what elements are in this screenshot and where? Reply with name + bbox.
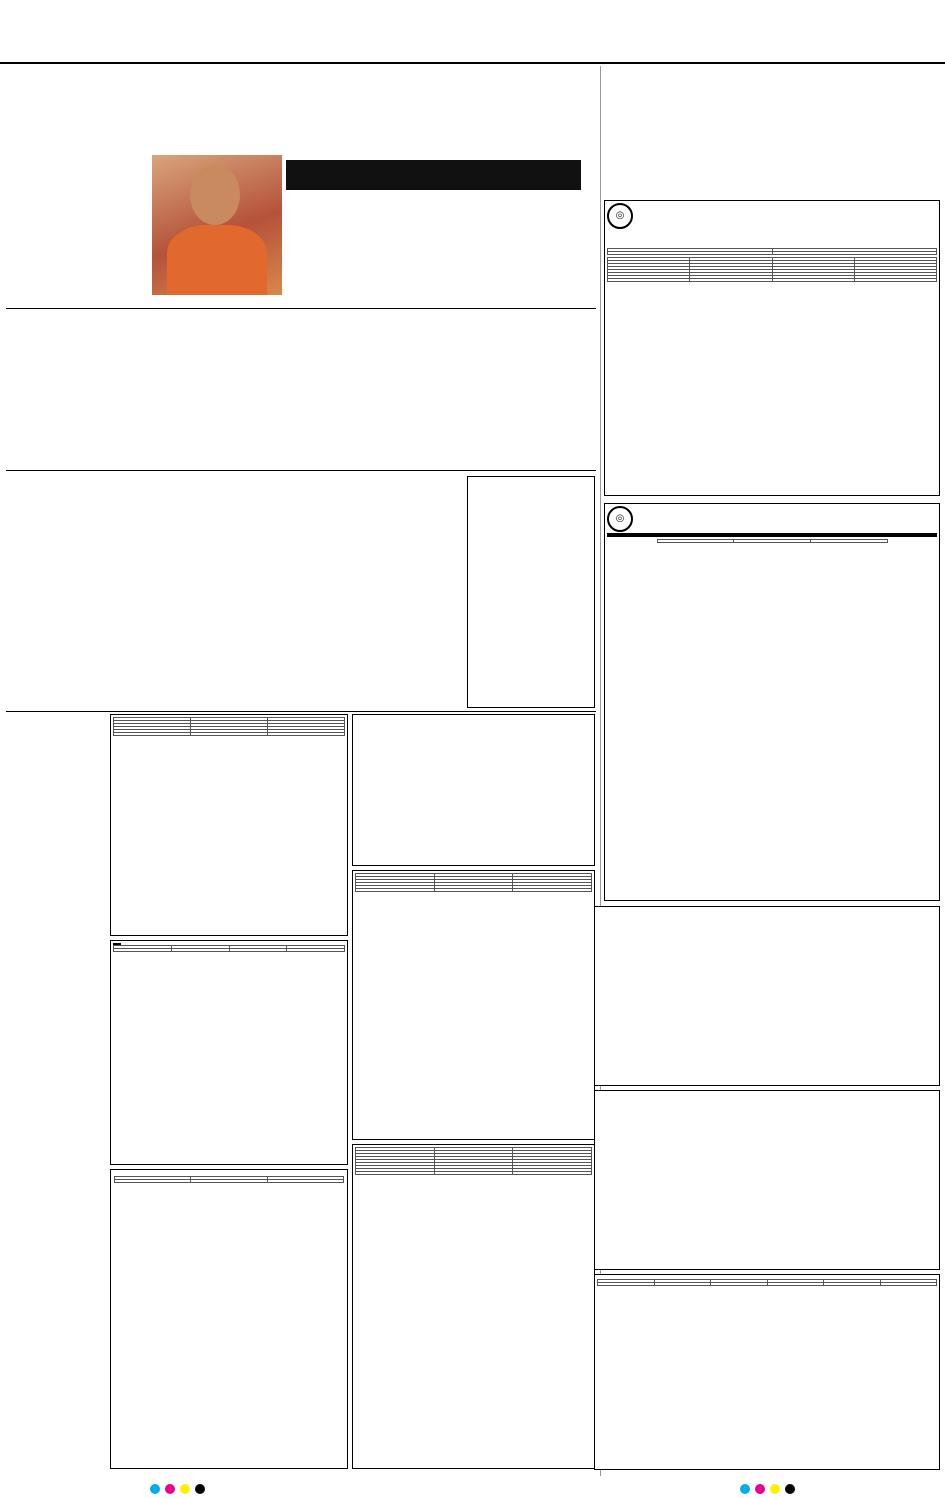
- article-body: [436, 196, 584, 296]
- article-body: [8, 346, 593, 466]
- td: [654, 1283, 711, 1286]
- table-cell: [268, 733, 345, 736]
- programme-table: [607, 248, 937, 255]
- tender-table: [355, 1147, 592, 1175]
- railway-notice: [467, 476, 595, 708]
- table-cell: [513, 889, 592, 892]
- tender-dhenkanal: [352, 870, 595, 1140]
- table-cell: [772, 279, 854, 282]
- black-dot: [195, 1484, 205, 1494]
- print-registration-strip: [0, 1480, 945, 1498]
- td: [772, 252, 937, 255]
- railway-sign: [468, 569, 594, 573]
- uma-bharti-photo: [152, 155, 282, 295]
- table-row: [608, 279, 937, 282]
- table-cell: [356, 889, 435, 892]
- centre-table: [607, 257, 937, 282]
- th: [810, 540, 887, 543]
- th: [657, 540, 734, 543]
- td: [711, 1283, 768, 1286]
- table-cell: [356, 1172, 435, 1175]
- tender-angul: [352, 1144, 595, 1469]
- td: [880, 1283, 937, 1286]
- rule: [6, 308, 596, 309]
- article-body: [8, 155, 148, 305]
- td: [767, 1283, 824, 1286]
- vacancy-table: [657, 539, 888, 543]
- opsc-emblem-icon: ◎: [607, 506, 633, 532]
- rule: [6, 470, 596, 471]
- td: [267, 1180, 343, 1183]
- table-row: [356, 889, 592, 892]
- table-cell: [513, 1172, 592, 1175]
- th: [734, 540, 811, 543]
- article-body: [6, 752, 106, 1472]
- schedule-table: [597, 1279, 937, 1286]
- td: [229, 949, 287, 952]
- article-body: [286, 196, 431, 296]
- notice-table: [114, 1176, 344, 1183]
- tender-sundargarh-bridge: [594, 906, 940, 1086]
- idco-logo: [113, 943, 121, 945]
- opsc-emblem-icon: ◎: [607, 203, 633, 229]
- td: [115, 1180, 191, 1183]
- table-cell: [434, 1172, 513, 1175]
- table-row: [356, 1172, 592, 1175]
- face-shape: [190, 165, 240, 225]
- black-dot: [785, 1484, 795, 1494]
- td: [287, 949, 345, 952]
- tender-sundargarh-road: [594, 1090, 940, 1270]
- tender-table: [355, 873, 592, 892]
- yellow-dot: [180, 1484, 190, 1494]
- railway-body: [468, 479, 594, 557]
- rule: [6, 711, 596, 712]
- subheadline: [286, 160, 581, 190]
- tender-berhampur: [110, 714, 348, 936]
- td: [824, 1283, 881, 1286]
- table-cell: [608, 279, 690, 282]
- opsc-notice: [604, 200, 940, 496]
- td: [608, 252, 773, 255]
- table-cell: [191, 733, 268, 736]
- table-cell: [854, 279, 936, 282]
- table-cell: [114, 733, 191, 736]
- table-cell: [434, 889, 513, 892]
- adv-title: [607, 533, 937, 537]
- cyan-dot: [740, 1484, 750, 1494]
- opsc-advertisement: [604, 503, 940, 901]
- table-cell: [690, 279, 772, 282]
- magenta-dot: [165, 1484, 175, 1494]
- bmc-notice: [110, 1169, 348, 1469]
- tender-table: [113, 945, 345, 952]
- shoulders-shape: [167, 225, 267, 295]
- table-row: [114, 733, 345, 736]
- masthead: [0, 0, 945, 64]
- tender-idco: [110, 940, 348, 1165]
- yellow-dot: [770, 1484, 780, 1494]
- article-body: [8, 518, 463, 706]
- magenta-dot: [755, 1484, 765, 1494]
- cyan-dot: [150, 1484, 160, 1494]
- td: [598, 1283, 655, 1286]
- walk-in-interview-notice: [352, 714, 595, 866]
- tender-titilagarh: [594, 1274, 940, 1470]
- td: [191, 1180, 267, 1183]
- article-body: [606, 90, 940, 198]
- tender-table: [113, 717, 345, 736]
- td: [114, 949, 172, 952]
- td: [171, 949, 229, 952]
